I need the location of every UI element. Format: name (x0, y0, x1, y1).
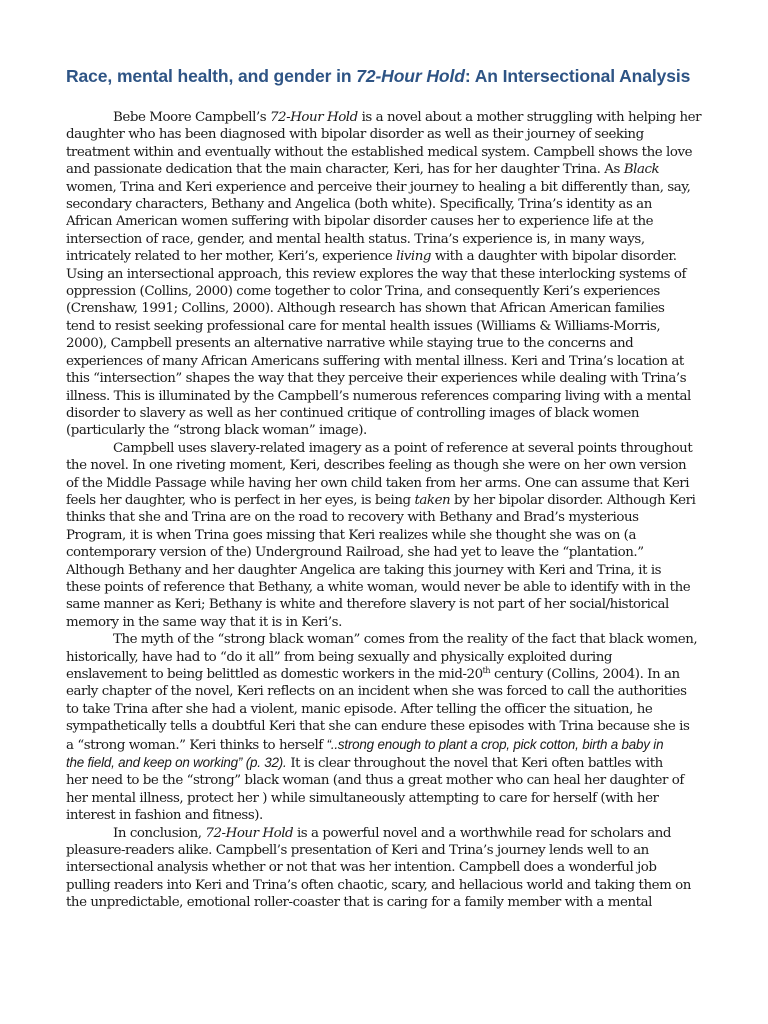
text-line: of the Middle Passage while having her own child taken from her arms. One can assume that Keri (66, 475, 690, 491)
text-line: Campbell uses slavery-related imagery as a point of reference at several points throughout (113, 440, 693, 456)
text-line: contemporary version of the) Underground Railroad, she had yet to leave the “plantation.” (66, 545, 644, 561)
text-line: African American women suffering with bipolar disorder causes her to experience life at the (66, 214, 654, 230)
text-line: historically, have had to “do it all” from being sexually and physically exploited during (66, 649, 613, 665)
text-line: women, Trina and Keri experience and perceive their journey to healing a bit differently than, say, (66, 179, 691, 195)
text-line: same manner as Keri; Bethany is white and therefore slavery is not part of her social/historical (66, 597, 669, 613)
text-line: (particularly the “strong black woman” image). (66, 423, 367, 439)
text-line: treatment within and eventually without the established medical system. Campbell shows the love (66, 144, 693, 160)
text-line: intersectional analysis whether or not that was her intention. Campbell does a wonderful job (66, 860, 657, 876)
text-line: Bebe Moore Campbell’s 72-Hour Hold is a novel about a mother struggling with helping her (113, 110, 702, 125)
text-line: her mental illness, protect her ) while simultaneously attempting to care for herself (with her (66, 790, 659, 806)
text-line: the field, and keep on working” (p. 32). It is clear throughout the novel that Keri often battles with (66, 755, 663, 772)
text-line: early chapter of the novel, Keri reflects on an incident when she was forced to call the authorities (66, 684, 687, 700)
text-line: tend to resist seeking professional care for mental health issues (Williams & Williams-Morris, (66, 318, 661, 334)
text-line: this “intersection” shapes the way that they perceive their experiences while dealing with Trina’s (66, 371, 687, 387)
text-line: disorder to slavery as well as her continued critique of controlling images of black women (66, 405, 640, 421)
text-line: to take Trina after she had a violent, manic episode. After telling the officer the situation, he (66, 701, 653, 717)
text-line: enslavement to being belittled as domestic workers in the mid-20th century (Collins, 2004). In an (66, 666, 680, 682)
text-line: memory in the same way that it is in Keri’s. (66, 614, 342, 630)
document-body (66, 109, 702, 912)
quote-text: the field, and keep on working” (p. 32). (66, 755, 287, 771)
text-line: Using an intersectional approach, this review explores the way that these interlocking systems of (66, 266, 687, 282)
text-line: 2000), Campbell presents an alternative narrative while staying true to the concerns and (66, 336, 634, 352)
paragraph-1 (66, 109, 702, 440)
text-line: intersection of race, gender, and mental health status. Trina’s experience is, in many ways, (66, 231, 645, 247)
text-line: her need to be the “strong” black woman (and thus a great mother who can heal her daughter of (66, 773, 684, 789)
text-line: experiences of many African Americans suffering with mental illness. Keri and Trina’s location at (66, 353, 684, 369)
text-line: the novel. In one riveting moment, Keri, describes feeling as though she were on her own version (66, 458, 687, 474)
text-line: secondary characters, Bethany and Angelica (both white). Specifically, Trina’s identity as an (66, 197, 652, 213)
paragraph-2 (66, 440, 702, 631)
text-line: illness. This is illuminated by the Campbell’s numerous references comparing living with a mental (66, 388, 691, 404)
paragraph-3 (66, 631, 702, 824)
title-text: Race, mental health, and gender in (66, 66, 357, 86)
text-line: feels her daughter, who is perfect in her eyes, is being taken by her bipolar disorder. Although Keri (66, 492, 696, 508)
text-line: Although Bethany and her daughter Angelica are taking this journey with Keri and Trina, it is (66, 562, 662, 578)
text-line: and passionate dedication that the main character, Keri, has for her daughter Trina. As Black (66, 162, 660, 178)
text-line: daughter who has been diagnosed with bipolar disorder as well as their journey of seeking (66, 127, 644, 143)
text-line: intricately related to her mother, Keri’s, experience living with a daughter with bipolar disorder. (66, 249, 677, 265)
quote-text: “..strong enough to plant a crop, pick cotton, birth a baby in (326, 736, 664, 752)
text-line: The myth of the “strong black woman” comes from the reality of the fact that black women, (113, 632, 698, 648)
text-line: pulling readers into Keri and Trina’s often chaotic, scary, and hellacious world and taking them on (66, 877, 691, 893)
text-line: a “strong woman.” Keri thinks to herself “..strong enough to plant a crop, pick cotton, birth a baby in (66, 736, 664, 753)
text-line: oppression (Collins, 2000) come together to color Trina, and consequently Keri’s experiences (66, 284, 660, 300)
title-text-end: : An Intersectional Analysis (464, 66, 691, 86)
text-line: sympathetically tells a doubtful Keri that she can endure these episodes with Trina because she is (66, 719, 690, 735)
text-line: thinks that she and Trina are on the road to recovery with Bethany and Brad’s mysterious (66, 510, 639, 526)
text-line: Program, it is when Trina goes missing that Keri realizes while she thought she was on (a (66, 527, 636, 543)
text-line: interest in fashion and fitness). (66, 808, 263, 824)
text-line: (Crenshaw, 1991; Collins, 2000). Although research has shown that African American families (66, 301, 665, 317)
text-line: In conclusion, 72-Hour Hold is a powerful novel and a worthwhile read for scholars and (113, 825, 672, 841)
text-line: pleasure-readers alike. Campbell’s presentation of Keri and Trina’s journey lends well to an (66, 843, 649, 859)
paragraph-4 (66, 825, 702, 912)
document-title (66, 66, 690, 87)
title-book-name: 72-Hour Hold (356, 66, 465, 86)
text-line: these points of reference that Bethany, a white woman, would never be able to identify with in the (66, 579, 691, 595)
text-line: the unpredictable, emotional roller-coaster that is caring for a family member with a mental (66, 895, 652, 911)
